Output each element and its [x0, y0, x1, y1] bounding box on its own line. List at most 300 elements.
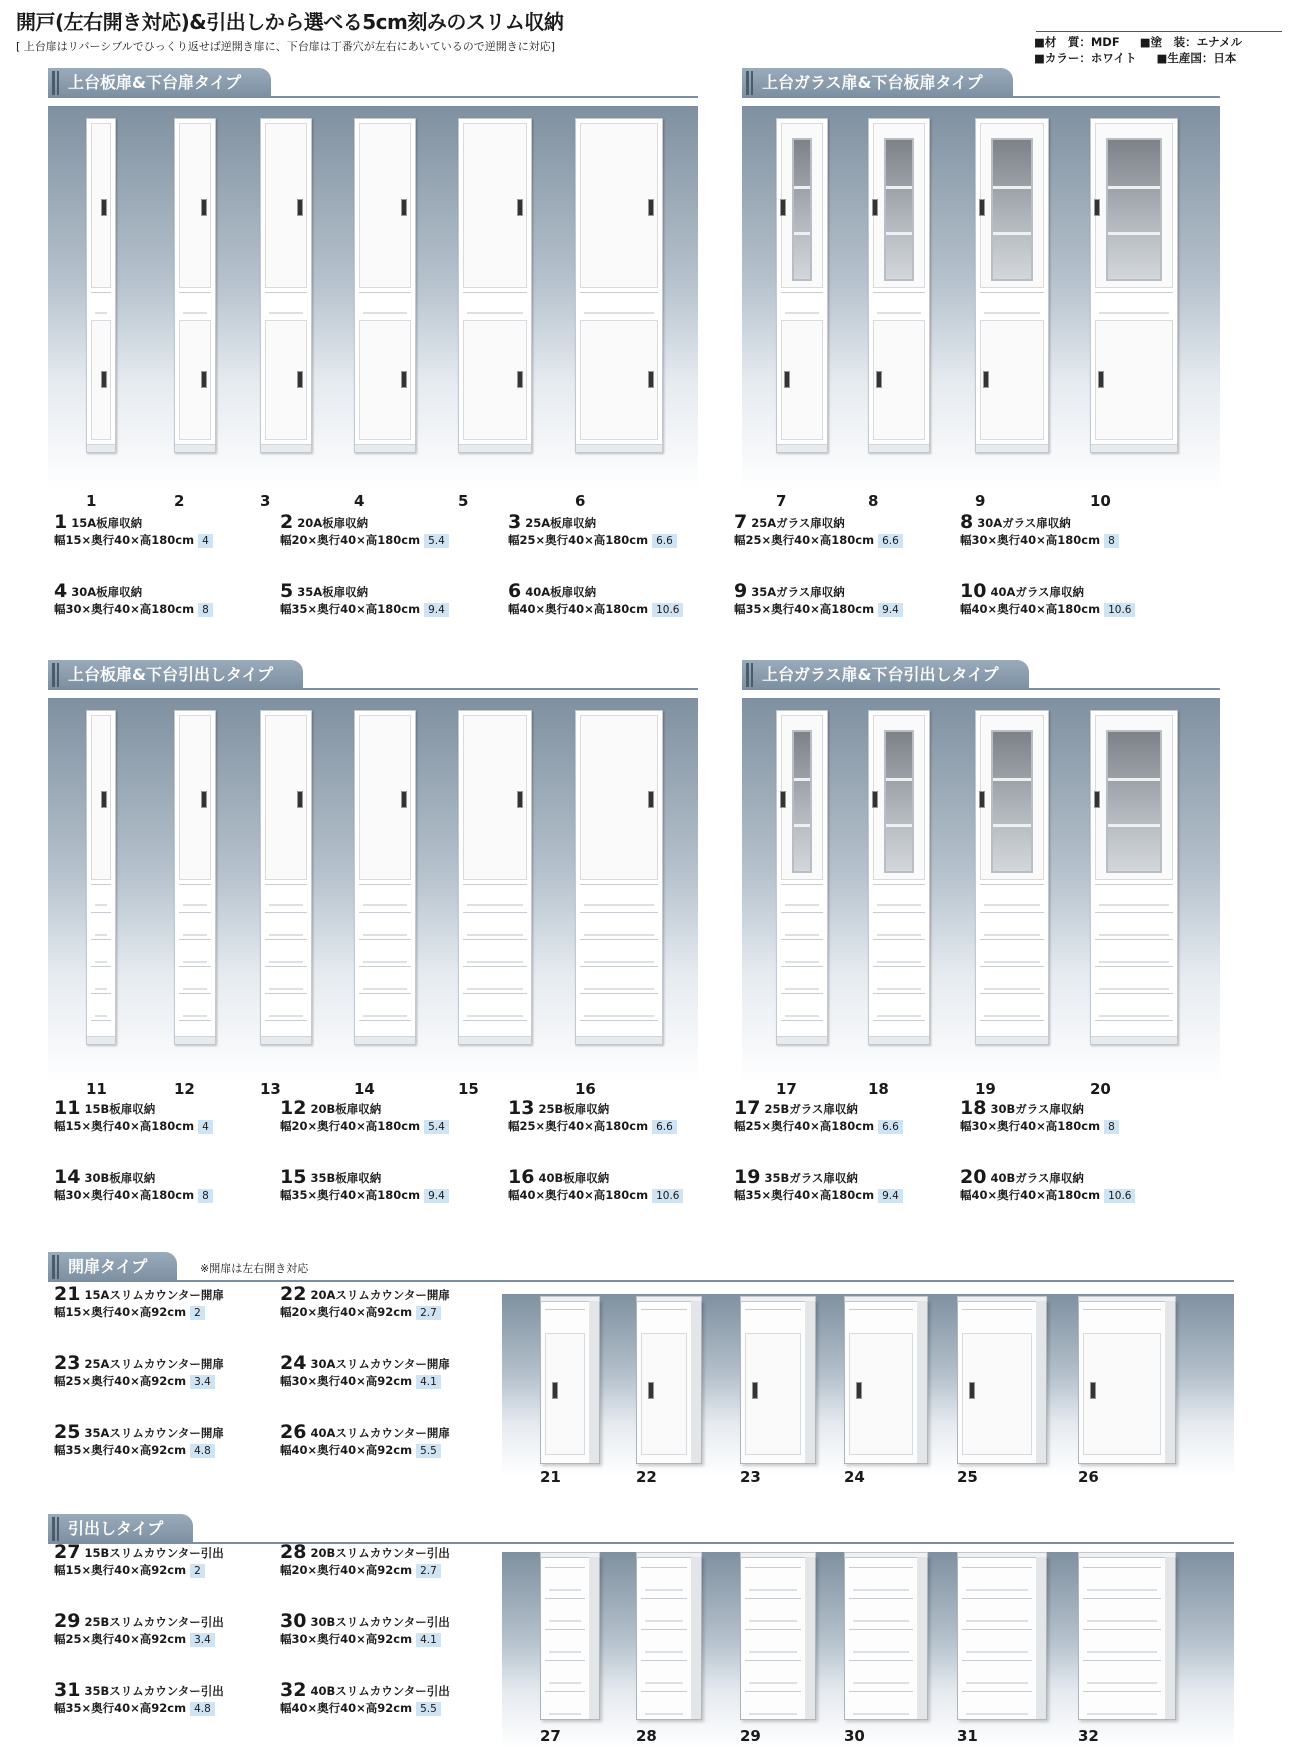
drawer-pull: [1087, 1651, 1157, 1653]
counter-drawer: [641, 1629, 687, 1659]
item-number: 29: [54, 1610, 81, 1632]
item-number: 19: [734, 1166, 761, 1188]
spec-line: [734, 511, 903, 533]
drawer-pull: [645, 1620, 683, 1622]
item-name: 30A板扉収納: [71, 585, 143, 599]
drawer-pull: [183, 904, 207, 906]
product-number: 13: [260, 1080, 281, 1098]
cabinet-plinth: [576, 444, 662, 452]
cabinet-unit: [260, 710, 312, 1045]
drawer-pull: [183, 934, 207, 936]
drawer-pull: [1099, 934, 1169, 936]
item-value-badge: 4: [198, 534, 213, 548]
drawer-pull: [1087, 1589, 1157, 1591]
drawer-pull: [853, 1589, 909, 1591]
cabinet-plinth: [976, 1036, 1048, 1044]
product-number: 32: [1078, 1727, 1099, 1745]
cabinet-plinth: [355, 444, 415, 452]
item-number: 15: [280, 1166, 307, 1188]
item-number: 2: [280, 511, 294, 533]
counter-top: [844, 1296, 928, 1302]
counter-drawer: [1083, 1629, 1161, 1659]
upper-door: [980, 715, 1044, 880]
item-number: 7: [734, 511, 748, 533]
spec-finish: ■塗 装：エナメル: [1139, 35, 1243, 49]
item-dimensions: 幅25×奥行40×高180cm: [734, 1119, 875, 1133]
drawer-pull: [95, 934, 107, 936]
drawer-pull: [549, 1651, 581, 1653]
product-spec: [960, 580, 1135, 617]
item-dimensions: 幅30×奥行40×高180cm: [54, 1188, 195, 1202]
drawer-pull: [584, 312, 654, 314]
drawer-pull: [877, 1015, 921, 1017]
counter-unit: [636, 1300, 702, 1464]
product-number: 15: [458, 1080, 479, 1098]
counter-unit: [844, 1300, 928, 1464]
product-spec: [734, 1097, 903, 1134]
item-value-badge: 4.1: [416, 1633, 441, 1647]
item-name: 25Aスリムカウンター開扉: [84, 1357, 224, 1371]
spec-line: [960, 1186, 1135, 1203]
product-spec: [960, 1097, 1119, 1134]
item-dimensions: 幅25×奥行40×高92cm: [54, 1632, 187, 1646]
item-dimensions: 幅35×奥行40×高92cm: [54, 1443, 187, 1457]
drawer-pull: [269, 934, 303, 936]
lower-door: [580, 320, 658, 440]
counter-unit: [1078, 1556, 1176, 1720]
item-name: 35Bスリムカウンター引出: [84, 1684, 224, 1698]
drawer-pull: [853, 1620, 909, 1622]
section-tab: 上台板扉&下台扉タイプ: [48, 68, 271, 98]
item-value-badge: 6.6: [878, 1120, 903, 1134]
product-spec: [280, 1352, 450, 1389]
item-dimensions: 幅35×奥行40×高180cm: [734, 602, 875, 616]
drawer-pull: [363, 312, 407, 314]
counter-side: [691, 1557, 701, 1719]
item-dimensions: 幅30×奥行40×高180cm: [54, 602, 195, 616]
glass-shelf: [993, 778, 1031, 781]
cabinet-plinth: [459, 1036, 531, 1044]
cabinet-unit: [86, 118, 116, 453]
glass-shelf: [794, 778, 810, 781]
upper-door: [873, 715, 925, 880]
spec-line: [280, 1097, 449, 1119]
item-name: 25B板扉収納: [538, 1102, 610, 1116]
section-rule: [48, 688, 698, 690]
product-number: 12: [174, 1080, 195, 1098]
item-dimensions: 幅20×奥行40×高92cm: [280, 1305, 413, 1319]
product-number: 7: [776, 492, 787, 510]
drawer-pull: [1087, 1713, 1157, 1715]
counter-unit: [957, 1556, 1047, 1720]
counter-side: [589, 1301, 599, 1463]
drawer-pull: [1087, 1620, 1157, 1622]
counter-unit: [957, 1300, 1047, 1464]
spec-divider: [1036, 31, 1282, 32]
drawer-pull: [584, 988, 654, 990]
product-number: 16: [575, 1080, 596, 1098]
spec-line: [54, 531, 213, 548]
counter-top-drawer: [849, 1309, 913, 1331]
spec-line: [280, 1561, 450, 1578]
item-number: 3: [508, 511, 522, 533]
door-handle: [648, 199, 654, 216]
product-spec: [54, 1679, 224, 1716]
drawer-pull: [549, 1589, 581, 1591]
drawer-pull: [749, 1589, 797, 1591]
drawer-pull: [183, 961, 207, 963]
drawer-pull: [269, 312, 303, 314]
spec-line: [508, 1186, 683, 1203]
item-name: 40B板扉収納: [538, 1171, 610, 1185]
drawer-pull: [877, 312, 921, 314]
cabinet-unit: [776, 710, 828, 1045]
counter-drawer: [641, 1567, 687, 1597]
upper-door: [265, 123, 307, 288]
spec-line: [960, 511, 1119, 533]
item-dimensions: 幅30×奥行40×高180cm: [960, 533, 1101, 547]
item-dimensions: 幅30×奥行40×高92cm: [280, 1374, 413, 1388]
product-spec: [54, 1352, 224, 1389]
product-number: 26: [1078, 1468, 1099, 1486]
upper-door: [980, 123, 1044, 288]
product-spec: [54, 1541, 224, 1578]
drawer-pull: [363, 1015, 407, 1017]
door-handle: [101, 371, 107, 388]
spec-line: [54, 1699, 224, 1716]
glass-panel: [991, 730, 1033, 873]
spec-line: [54, 1117, 213, 1134]
item-number: 31: [54, 1679, 81, 1701]
cabinet-unit: [86, 710, 116, 1045]
door-handle: [979, 791, 985, 808]
drawer-pull: [877, 988, 921, 990]
counter-top-drawer: [962, 1309, 1032, 1331]
item-name: 40Aガラス扉収納: [990, 585, 1085, 599]
lower-door: [781, 320, 823, 440]
cabinet-unit: [354, 710, 416, 1045]
drawer-pull: [1099, 312, 1169, 314]
product-spec: [734, 580, 903, 617]
counter-drawer: [745, 1598, 801, 1628]
drawer-pull: [749, 1682, 797, 1684]
drawer-pull: [645, 1589, 683, 1591]
drawer-pull: [785, 1015, 819, 1017]
spec-line: [508, 531, 677, 548]
section-tab: 上台ガラス扉&下台引出しタイプ: [742, 660, 1029, 690]
drawer-pull: [95, 312, 107, 314]
item-dimensions: 幅25×奥行40×高180cm: [508, 1119, 649, 1133]
item-number: 4: [54, 580, 68, 602]
item-dimensions: 幅30×奥行40×高92cm: [280, 1632, 413, 1646]
door-handle: [517, 791, 523, 808]
section-tab: 上台ガラス扉&下台板扉タイプ: [742, 68, 1013, 98]
item-dimensions: 幅15×奥行40×高92cm: [54, 1563, 187, 1577]
door-handle: [983, 371, 989, 388]
item-value-badge: 8: [198, 1189, 213, 1203]
cabinet-unit: [1090, 710, 1178, 1045]
product-spec: [54, 1421, 224, 1458]
item-number: 5: [280, 580, 294, 602]
counter-side: [1165, 1557, 1175, 1719]
page-title: 開戸(左右開き対応)&引出しから選べる5cm刻みのスリム収納: [16, 10, 564, 34]
item-number: 23: [54, 1352, 81, 1374]
drawer-pull: [877, 934, 921, 936]
drawer-pull: [269, 1015, 303, 1017]
door-handle: [201, 199, 207, 216]
spec-line: [280, 1630, 450, 1647]
item-value-badge: 4.8: [190, 1702, 215, 1716]
drawer-pull: [95, 1015, 107, 1017]
glass-shelf: [1108, 778, 1160, 781]
door-handle: [401, 199, 407, 216]
spec-line: [508, 1166, 683, 1188]
drawer-pull: [95, 961, 107, 963]
product-spec: [280, 511, 449, 548]
counter-drawer: [849, 1629, 913, 1659]
product-number: 11: [86, 1080, 107, 1098]
counter-top: [844, 1552, 928, 1558]
drawer-pull: [1099, 988, 1169, 990]
item-name: 25Bガラス扉収納: [764, 1102, 858, 1116]
upper-door: [580, 123, 658, 288]
product-number: 29: [740, 1727, 761, 1745]
item-value-badge: 9.4: [424, 603, 449, 617]
item-number: 18: [960, 1097, 987, 1119]
spec-line: [960, 1097, 1119, 1119]
spec-line: [508, 511, 677, 533]
section-tab: 開扉タイプ: [48, 1252, 177, 1282]
drawer-pull: [984, 904, 1040, 906]
glass-panel: [884, 730, 914, 873]
spec-row: [1034, 50, 1242, 66]
counter-side: [917, 1301, 927, 1463]
counter-side: [589, 1557, 599, 1719]
drawer-pull: [95, 904, 107, 906]
spec-line: [54, 1679, 224, 1701]
spec-line: [54, 1610, 224, 1632]
item-name: 35Bガラス扉収納: [764, 1171, 858, 1185]
item-number: 8: [960, 511, 974, 533]
drawer-pull: [645, 1651, 683, 1653]
spec-line: [54, 1283, 224, 1305]
spec-line: [280, 1421, 450, 1443]
counter-unit: [540, 1300, 600, 1464]
spec-line: [54, 1561, 224, 1578]
drawer-pull: [183, 312, 207, 314]
item-value-badge: 4: [198, 1120, 213, 1134]
cabinet-plinth: [459, 444, 531, 452]
item-name: 15B板扉収納: [84, 1102, 156, 1116]
item-value-badge: 5.4: [424, 534, 449, 548]
glass-shelf: [794, 186, 810, 189]
drawer-pull: [584, 934, 654, 936]
door-handle: [401, 371, 407, 388]
drawer-pull: [584, 961, 654, 963]
cabinet-plinth: [869, 1036, 929, 1044]
upper-door: [91, 715, 111, 880]
section-note: ※開扉は左右開き対応: [200, 1262, 309, 1275]
drawer-pull: [853, 1713, 909, 1715]
item-name: 20A板扉収納: [297, 516, 369, 530]
item-value-badge: 3.4: [190, 1633, 215, 1647]
item-dimensions: 幅25×奥行40×高180cm: [734, 533, 875, 547]
product-number: 5: [458, 492, 469, 510]
item-value-badge: 9.4: [878, 1189, 903, 1203]
section-tab: 引出しタイプ: [48, 1514, 193, 1544]
door-handle: [780, 791, 786, 808]
counter-drawer: [1083, 1660, 1161, 1690]
counter-drawer: [849, 1660, 913, 1690]
spec-line: [960, 600, 1135, 617]
counter-unit: [1078, 1300, 1176, 1464]
door-handle: [101, 199, 107, 216]
spec-line: [960, 1166, 1135, 1188]
item-value-badge: 2.7: [416, 1564, 441, 1578]
spec-line: [280, 600, 449, 617]
drawer-pull: [749, 1620, 797, 1622]
counter-drawer: [545, 1660, 585, 1690]
counter-top: [1078, 1296, 1176, 1302]
drawer-pull: [984, 1015, 1040, 1017]
product-spec: [54, 1610, 224, 1647]
upper-door: [873, 123, 925, 288]
spec-line: [734, 580, 903, 602]
product-number: 14: [354, 1080, 375, 1098]
item-dimensions: 幅25×奥行40×高180cm: [508, 533, 649, 547]
item-number: 24: [280, 1352, 307, 1374]
spec-line: [280, 1117, 449, 1134]
glass-shelf: [993, 824, 1031, 827]
spec-line: [280, 531, 449, 548]
item-number: 9: [734, 580, 748, 602]
cabinet-unit: [1090, 118, 1178, 453]
spec-line: [280, 1372, 450, 1389]
counter-door: [641, 1333, 687, 1455]
drawer-pull: [984, 961, 1040, 963]
spec-line: [54, 511, 213, 533]
product-number: 28: [636, 1727, 657, 1745]
counter-drawer: [641, 1660, 687, 1690]
drawer-pull: [877, 904, 921, 906]
glass-shelf: [886, 232, 912, 235]
item-number: 16: [508, 1166, 535, 1188]
item-name: 20B板扉収納: [310, 1102, 382, 1116]
door-handle: [401, 791, 407, 808]
spec-line: [54, 1630, 224, 1647]
cabinet-plinth: [777, 1036, 827, 1044]
cabinet-unit: [260, 118, 312, 453]
counter-drawer: [545, 1567, 585, 1597]
counter-unit: [844, 1556, 928, 1720]
lower-door: [265, 320, 307, 440]
glass-panel: [1106, 138, 1162, 281]
spec-line: [54, 1303, 224, 1320]
drawer-pull: [966, 1620, 1028, 1622]
spec-line: [54, 1372, 224, 1389]
door-handle: [552, 1382, 558, 1399]
item-dimensions: 幅20×奥行40×高180cm: [280, 1119, 421, 1133]
section-tab: 上台板扉&下台引出しタイプ: [48, 660, 303, 690]
drawer-pull: [749, 1651, 797, 1653]
door-handle: [1094, 199, 1100, 216]
item-number: 1: [54, 511, 68, 533]
glass-panel: [792, 138, 812, 281]
glass-shelf: [886, 778, 912, 781]
cabinet-plinth: [175, 1036, 215, 1044]
item-number: 22: [280, 1283, 307, 1305]
item-dimensions: 幅20×奥行40×高92cm: [280, 1563, 413, 1577]
drawer-pull: [966, 1651, 1028, 1653]
door-handle: [979, 199, 985, 216]
product-number: 2: [174, 492, 185, 510]
counter-top-drawer: [641, 1309, 687, 1331]
product-number: 30: [844, 1727, 865, 1745]
drawer-pull: [549, 1713, 581, 1715]
counter-drawer: [641, 1598, 687, 1628]
product-number: 17: [776, 1080, 797, 1098]
glass-shelf: [1108, 824, 1160, 827]
item-name: 35A板扉収納: [297, 585, 369, 599]
product-number: 20: [1090, 1080, 1111, 1098]
drawer-pull: [549, 1682, 581, 1684]
drawer-pull: [966, 1589, 1028, 1591]
spec-line: [54, 600, 213, 617]
item-name: 15A板扉収納: [71, 516, 143, 530]
product-number: 27: [540, 1727, 561, 1745]
door-handle: [517, 371, 523, 388]
cabinet-plinth: [175, 444, 215, 452]
item-name: 25Bスリムカウンター引出: [84, 1615, 224, 1629]
lower-door: [91, 320, 111, 440]
item-number: 28: [280, 1541, 307, 1563]
item-value-badge: 10.6: [652, 1189, 683, 1203]
counter-side: [917, 1557, 927, 1719]
item-number: 11: [54, 1097, 81, 1119]
item-name: 30B板扉収納: [84, 1171, 156, 1185]
item-name: 15Bスリムカウンター引出: [84, 1546, 224, 1560]
counter-drawer: [641, 1691, 687, 1721]
lower-door: [179, 320, 211, 440]
spec-line: [54, 1097, 213, 1119]
counter-drawer: [1083, 1567, 1161, 1597]
counter-unit: [540, 1556, 600, 1720]
drawer-pull: [785, 312, 819, 314]
spec-block: [1034, 34, 1242, 66]
spec-row: [1034, 34, 1242, 50]
glass-shelf: [1108, 186, 1160, 189]
cabinet-plinth: [261, 1036, 311, 1044]
spec-line: [280, 1441, 450, 1458]
spec-line: [508, 1117, 677, 1134]
drawer-pull: [984, 312, 1040, 314]
glass-shelf: [993, 232, 1031, 235]
drawer-pull: [95, 988, 107, 990]
spec-line: [960, 580, 1135, 602]
spec-line: [280, 1679, 450, 1701]
drawer-pull: [467, 934, 523, 936]
door-handle: [517, 199, 523, 216]
glass-panel: [884, 138, 914, 281]
cabinet-plinth: [1091, 1036, 1177, 1044]
cabinet-plinth: [869, 444, 929, 452]
counter-top: [1078, 1552, 1176, 1558]
product-spec: [508, 580, 683, 617]
product-number: 24: [844, 1468, 865, 1486]
product-spec: [54, 1097, 213, 1134]
spec-line: [280, 1166, 449, 1188]
cabinet-plinth: [87, 444, 115, 452]
